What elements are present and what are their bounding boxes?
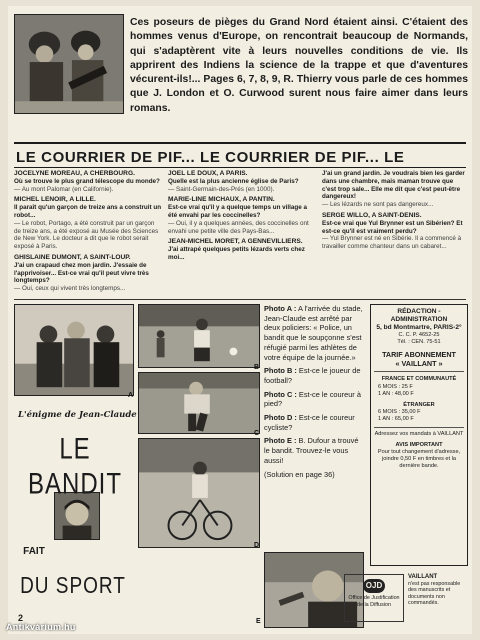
letters-column-2 xyxy=(168,170,316,265)
title-divider xyxy=(14,167,466,168)
abo-tel: Tél. : CEN. 75-51 xyxy=(397,339,441,346)
photo-e-letter: E xyxy=(256,618,261,625)
abo-price-row: 6 MOIS : 25 F xyxy=(378,383,413,390)
top-divider xyxy=(14,142,466,144)
abo-divider xyxy=(374,371,464,372)
caption-d xyxy=(264,413,366,432)
abo-avis-title: AVIS IMPORTANT xyxy=(395,441,443,448)
caption-text: Est-ce le joueur de football? xyxy=(264,366,361,385)
letter-question: Quelle est la plus ancienne église de Paris? xyxy=(168,177,299,185)
photo-d-letter: D xyxy=(254,542,260,549)
letter-question: J'ai un grand jardin. Je voudrais bien les garder dans une chambre, mais maman trouve que c'est trop sale... Elle me dit que c'est peut-être dangereux! xyxy=(322,170,465,201)
vaillant-note-text: n'est pas responsable des manuscrits et documents non commandés. xyxy=(408,580,461,607)
caption-b xyxy=(264,366,366,385)
abo-etranger-title: ÉTRANGER xyxy=(403,402,435,409)
caption-text: A l'arrivée du stade, Jean-Claude est arrêté par deux policiers: « Police, un bandit que le soupçonne s'est réfugié parmi les athlètes de votre équipe de la journée.» xyxy=(264,304,363,362)
letter-answer: — Le robot, Portago, a été construit par un garçon de treize ans, a été exposé au Musée des Sciences de New York. Le docteur a dit que le robot serait exposé à Paris. xyxy=(14,219,159,251)
solution-note: (Solution en page 36) xyxy=(264,469,335,479)
caption-text: Est-ce le coureur à pied? xyxy=(264,389,361,409)
caption-label: Photo B : xyxy=(264,366,297,376)
letters-column-1 xyxy=(14,170,162,296)
letter-item xyxy=(168,238,316,261)
letter-author: JOEL LE DOUX, A PARIS. xyxy=(168,170,248,177)
page-number: 2 xyxy=(18,613,24,623)
caption-text: Est-ce le coureur cycliste? xyxy=(264,413,355,432)
abo-price-row: 1 AN : 48,00 F xyxy=(378,390,414,397)
photo-c-runner xyxy=(138,372,260,434)
letter-question: Il paraît qu'un garçon de treize ans a construit un robot... xyxy=(14,204,162,219)
letter-item xyxy=(168,170,316,193)
caption-label: Photo E : xyxy=(264,436,297,446)
letter-author: SERGE WILLO, A SAINT-DENIS. xyxy=(322,211,422,219)
vaillant-note xyxy=(408,574,468,607)
trapper-photo xyxy=(14,14,124,114)
caption-c xyxy=(264,390,366,409)
abo-divider xyxy=(374,427,464,428)
courrier-title: LE COURRIER DE PIF... LE COURRIER DE PIF... LE xyxy=(16,149,405,166)
abo-tarif-title: TARIF ABONNEMENT xyxy=(382,350,456,360)
abo-address: 5, bd Montmartre, PARIS-2° xyxy=(376,324,462,331)
caption-e xyxy=(264,436,366,465)
letter-answer: — Saint-Germain-des-Prés (en 1000). xyxy=(168,185,275,193)
letter-item xyxy=(168,196,316,235)
abo-ccp: C. C. P. 4652-25 xyxy=(398,332,440,338)
caption-label: Photo C : xyxy=(264,389,297,399)
vaillant-note-title: VAILLANT xyxy=(408,574,438,580)
letter-answer: — Oui, ceux qui vivent très longtemps... xyxy=(14,285,126,293)
letter-author: MICHEL LENOIR, A LILLE. xyxy=(14,196,96,204)
photo-d-cyclist xyxy=(138,438,260,548)
letter-answer: — Au mont Palomar (en Californie). xyxy=(14,185,114,193)
photo-b-footballer xyxy=(138,304,260,368)
sport-title: DU SPORT xyxy=(20,574,126,600)
photo-c-letter: C xyxy=(254,430,260,437)
letter-question: J'ai attrapé quelques petits lézards verts chez moi... xyxy=(168,246,305,261)
abo-avis-text: Pour tout changement d'adresse, joindre 0,50 F en timbres et la dernière bande. xyxy=(377,449,461,470)
letter-item xyxy=(322,170,468,209)
letter-answer: — Les lézards ne sont pas dangereux... xyxy=(322,201,434,209)
bottom-divider xyxy=(14,299,466,300)
watermark: Antikvárium.hu xyxy=(6,622,76,632)
letter-item xyxy=(14,254,162,293)
caption-a xyxy=(264,304,366,362)
letter-author: JEAN-MICHEL MORET, A GENNEVILLIERS. xyxy=(168,238,303,246)
letters-column-3 xyxy=(322,170,468,254)
caption-text: B. Dufour a trouvé le bandit. Trouvez-le vous aussi! xyxy=(264,436,359,465)
photo-captions xyxy=(264,304,366,479)
letter-question: Est-ce vrai que Yul Brynner est un Sibérien? Et est-ce qu'il est vraiment perdu? xyxy=(322,219,463,235)
enigme-heading: L'énigme de Jean-Claude xyxy=(18,410,137,420)
letter-author: MARIE-LINE MICHAUX, A PANTIN. xyxy=(168,196,275,204)
abo-header: RÉDACTION - ADMINISTRATION xyxy=(390,308,448,323)
magazine-page xyxy=(8,6,472,634)
abo-note: Adressez vos mandats à VAILLANT xyxy=(374,430,464,437)
ojd-text: Office de Justification de la Diffusion xyxy=(348,595,400,608)
letter-question: J'ai un crapaud chez mon jardin. J'essaie de l'apprivoiser... Est-ce vrai qu'il peut vivre très longtemps? xyxy=(14,261,149,285)
photo-a-police xyxy=(14,304,134,396)
ojd-box xyxy=(344,574,404,622)
letter-question: Est-ce vrai qu'il y a quelque temps un village a été envahi par les coccinelles? xyxy=(168,204,308,219)
letter-question: Où se trouve le plus grand télescope du monde? xyxy=(14,177,160,185)
caption-label: Photo D : xyxy=(264,413,297,423)
photo-b-letter: B xyxy=(254,364,260,371)
caption-label: Photo A : xyxy=(264,304,297,313)
ojd-logo: OJD xyxy=(363,579,385,593)
abo-price-row: 1 AN : 65,00 F xyxy=(378,416,414,423)
abo-vaillant: « VAILLANT » xyxy=(395,359,443,369)
subscription-box xyxy=(370,304,468,566)
abo-france-title: FRANCE ET COMMUNAUTÉ xyxy=(381,376,457,383)
letter-author: GHISLAINE DUMONT, A SAINT-LOUP. xyxy=(14,253,131,261)
abo-price-row: 6 MOIS : 35,00 F xyxy=(378,409,421,416)
letter-item xyxy=(14,170,162,193)
fait-label: FAIT xyxy=(23,546,45,557)
intro-text: Ces poseurs de pièges du Grand Nord étaient ainsi. C'étaient des hommes venus d'Europe, on rencontrait beaucoup de Normands, qui s'adaptèrent vite à leurs nouvelles conditions de vie. Ils apprirent des Indiens la science de la trappe et que d'aventures vécurent-ils!... Pages 6, 7, 8, 9, R. Thierry vous parle de ces hommes que J. London et O. Curwood surent nous faire aimer dans leurs romans. xyxy=(130,17,468,114)
photo-a-letter: A xyxy=(128,392,134,399)
letter-item xyxy=(322,212,468,251)
letter-author: JOCELYNE MOREAU, A CHERBOURG. xyxy=(14,170,135,177)
letter-answer: — Yul Brynner est né en Sibérie. Il a commencé à travailler comme chanteur dans un cabaret... xyxy=(322,235,462,251)
bandit-title: LE BANDIT xyxy=(27,432,122,501)
letter-answer: — Oui, il y a quelques années, des coccinelles ont envahi une petite ville des Pays-Bas... xyxy=(168,219,309,235)
letter-item xyxy=(14,196,162,251)
